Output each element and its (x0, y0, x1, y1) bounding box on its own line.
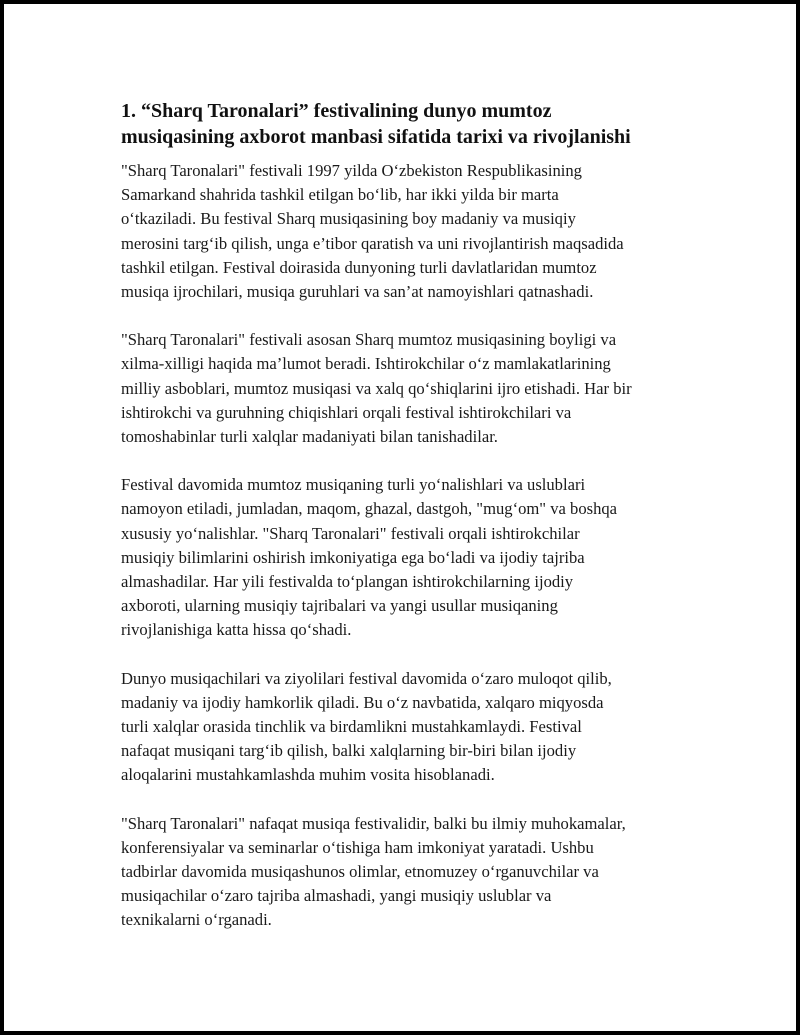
text-line: xususiy yo‘nalishlar. "Sharq Taronalari" festivali orqali ishtirokchilar (121, 523, 580, 543)
text-line: tashkil etilgan. Festival doirasida dunyoning turli davlatlaridan mumtoz (121, 257, 597, 277)
text-line: axboroti, ularning musiqiy tajribalari va yangi usullar musiqaning (121, 596, 558, 616)
text-line: "Sharq Taronalari" festivali asosan Sharq mumtoz musiqasining boyligi va (121, 330, 617, 350)
text-line: merosini targ‘ib qilish, unga e’tibor qaratish va uni rivojlantirish maqsadida (121, 233, 624, 253)
paragraph (121, 667, 711, 788)
paragraph (121, 328, 711, 449)
text-line: "Sharq Taronalari" festivali 1997 yilda O‘zbekiston Respublikasining (121, 161, 582, 180)
text-line: namoyon etiladi, jumladan, maqom, ghazal, dastgoh, "mug‘om" va boshqa (121, 499, 618, 519)
text-line: tomoshabinlar turli xalqlar madaniyati bilan tanishadilar. (121, 427, 498, 447)
paragraph-list (121, 159, 711, 933)
document-content (121, 98, 711, 957)
paragraph (121, 159, 711, 304)
text-line: tadbirlar davomida musiqashunos olimlar, etnomuzey o‘rganuvchilar va (121, 862, 599, 882)
paragraph (121, 812, 711, 933)
paragraph (121, 473, 711, 642)
text-line: turli xalqlar orasida tinchlik va birdamlikni mustahkamlaydi. Festival (121, 717, 582, 737)
text-line: Samarkand shahrida tashkil etilgan bo‘lib, har ikki yilda bir marta (121, 185, 559, 205)
text-line: o‘tkaziladi. Bu festival Sharq musiqasining boy madaniy va musiqiy (121, 209, 576, 229)
text-line: musiqachilar o‘zaro tajriba almashadi, yangi musiqiy uslublar va (121, 886, 552, 906)
text-line: nafaqat musiqani targ‘ib qilish, balki xalqlarning bir-biri bilan ijodiy (121, 741, 577, 761)
text-line: madaniy va ijodiy hamkorlik qiladi. Bu o‘z navbatida, xalqaro miqyosda (121, 692, 604, 712)
text-line: aloqalarini mustahkamlashda muhim vosita hisoblanadi. (121, 765, 495, 785)
text-line: Dunyo musiqachilari va ziyolilari festival davomida o‘zaro muloqot qilib, (121, 668, 612, 688)
text-line: texnikalarni o‘rganadi. (121, 910, 272, 930)
section-heading (121, 98, 711, 150)
heading-line: 1. “Sharq Taronalari” festivalining dunyo mumtoz (121, 100, 552, 122)
text-line: konferensiyalar va seminarlar o‘tishiga ham imkoniyat yaratadi. Ushbu (121, 837, 594, 857)
text-line: Festival davomida mumtoz musiqaning turli yo‘nalishlari va uslublari (121, 475, 586, 495)
text-line: ishtirokchi va guruhning chiqishlari orqali festival ishtirokchilari va (121, 402, 572, 422)
text-line: musiqa ijrochilari, musiqa guruhlari va san’at namoyishlari qatnashadi. (121, 282, 594, 302)
text-line: "Sharq Taronalari" nafaqat musiqa festivalidir, balki bu ilmiy muhokamalar, (121, 813, 626, 833)
text-line: milliy asboblari, mumtoz musiqasi va xalq qo‘shiqlarini ijro etishadi. Har bir (121, 378, 632, 398)
text-line: musiqiy bilimlarini oshirish imkoniyatiga ega bo‘ladi va ijodiy tajriba (121, 547, 585, 567)
text-line: rivojlanishiga katta hissa qo‘shadi. (121, 620, 352, 640)
heading-line: musiqasining axborot manbasi sifatida tarixi va rivojlanishi (121, 126, 631, 148)
text-line: xilma-xilligi haqida ma’lumot beradi. Ishtirokchilar o‘z mamlakatlarining (121, 354, 611, 374)
text-line: almashadilar. Har yili festivalda to‘plangan ishtirokchilarning ijodiy (121, 572, 574, 592)
